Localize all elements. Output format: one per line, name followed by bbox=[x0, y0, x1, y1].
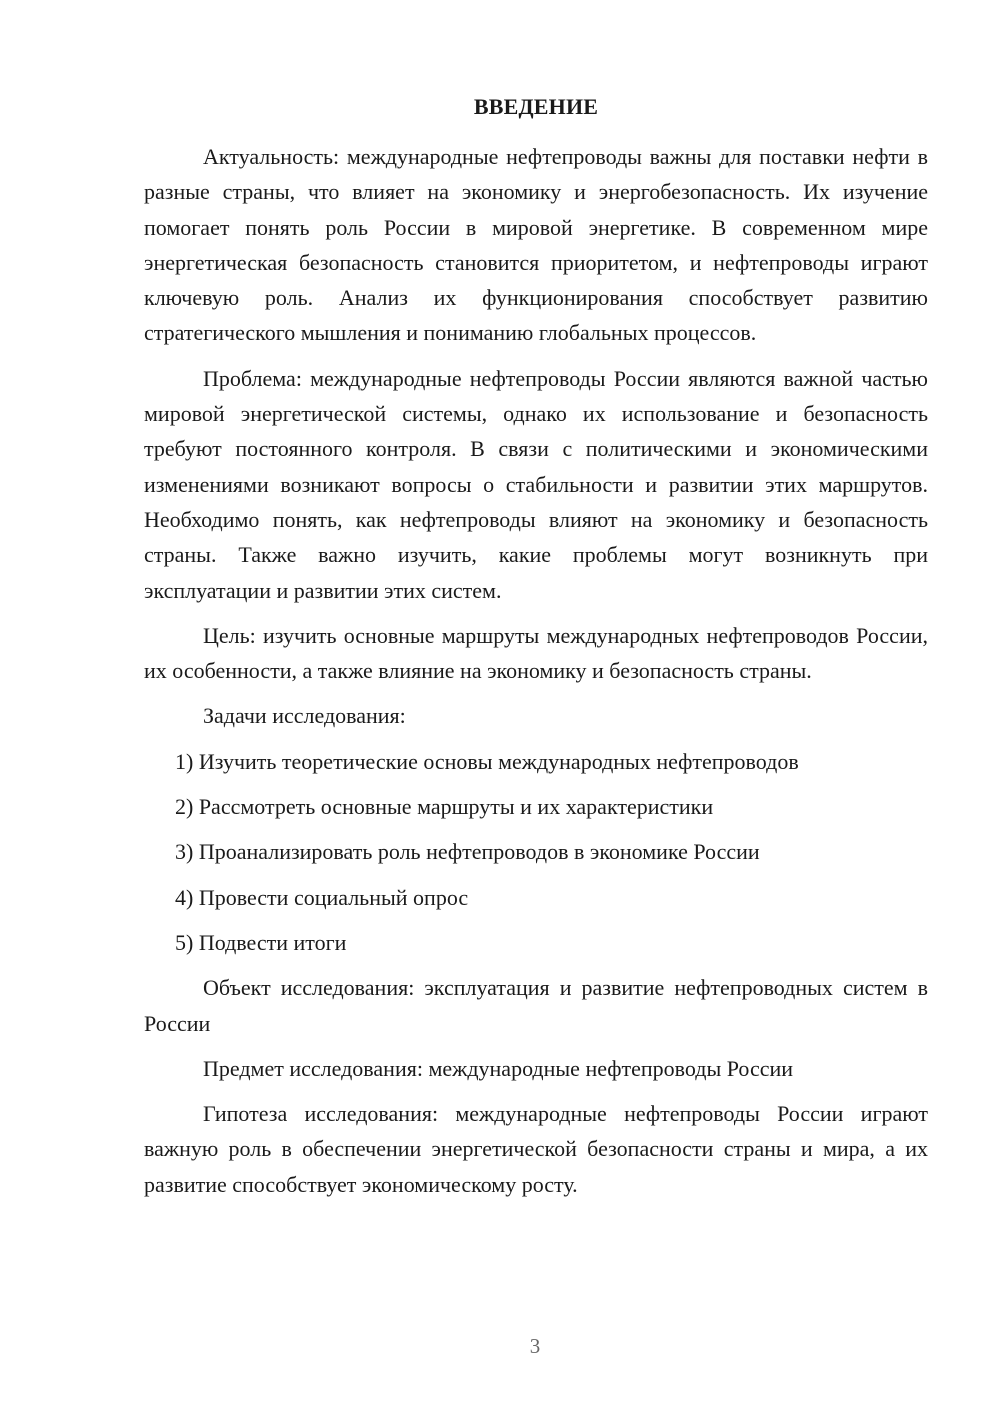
section-title: ВВЕДЕНИЕ bbox=[473, 94, 599, 119]
task-item: 4) Провести социальный опрос bbox=[175, 884, 469, 910]
object-paragraph: Объект исследования: эксплуатация и развитие нефтепроводных систем в России bbox=[144, 975, 928, 1036]
hypothesis-paragraph: Гипотеза исследования: международные нефтепроводы России играют важную роль в обеспечении энергетической безопасности страны и мира, а их развитие способствует экономическому росту. bbox=[144, 1101, 928, 1197]
subject-paragraph: Предмет исследования: международные нефтепроводы России bbox=[203, 1055, 794, 1081]
page-number: 3 bbox=[529, 1334, 541, 1358]
problem-paragraph: Проблема: международные нефтепроводы России являются важной частью мировой энергетической системы, однако их использование и безопасность требуют постоянного контроля. В связи с политическими и экономическими изменениями возникают вопросы о стабильности и развитии этих маршрутов. Необходимо понять, как нефтепроводы влияют на экономику и безопасность страны. Также важно изучить, какие проблемы могут возникнуть при эксплуатации и развитии этих систем. bbox=[144, 365, 928, 603]
tasks-list bbox=[144, 744, 928, 960]
task-item: 5) Подвести итоги bbox=[175, 929, 347, 955]
task-item: 3) Проанализировать роль нефтепроводов в экономике России bbox=[175, 839, 760, 865]
relevance-paragraph: Актуальность: международные нефтепроводы важны для поставки нефти в разные страны, что влияет на экономику и энергобезопасность. Их изучение помогает понять роль России в мировой энергетике. В современном мире энергетическая безопасность становится приоритетом, и нефтепроводы играют ключевую роль. Анализ их функционирования способствует развитию стратегического мышления и пониманию глобальных процессов. bbox=[144, 144, 928, 346]
goal-paragraph: Цель: изучить основные маршруты международных нефтепроводов России, их особенности, а также влияние на экономику и безопасность страны. bbox=[144, 622, 928, 684]
page-content bbox=[144, 92, 928, 1212]
task-item: 2) Рассмотреть основные маршруты и их характеристики bbox=[175, 794, 714, 820]
task-item: 1) Изучить теоретические основы международных нефтепроводов bbox=[175, 748, 799, 774]
tasks-intro: Задачи исследования: bbox=[203, 703, 406, 729]
